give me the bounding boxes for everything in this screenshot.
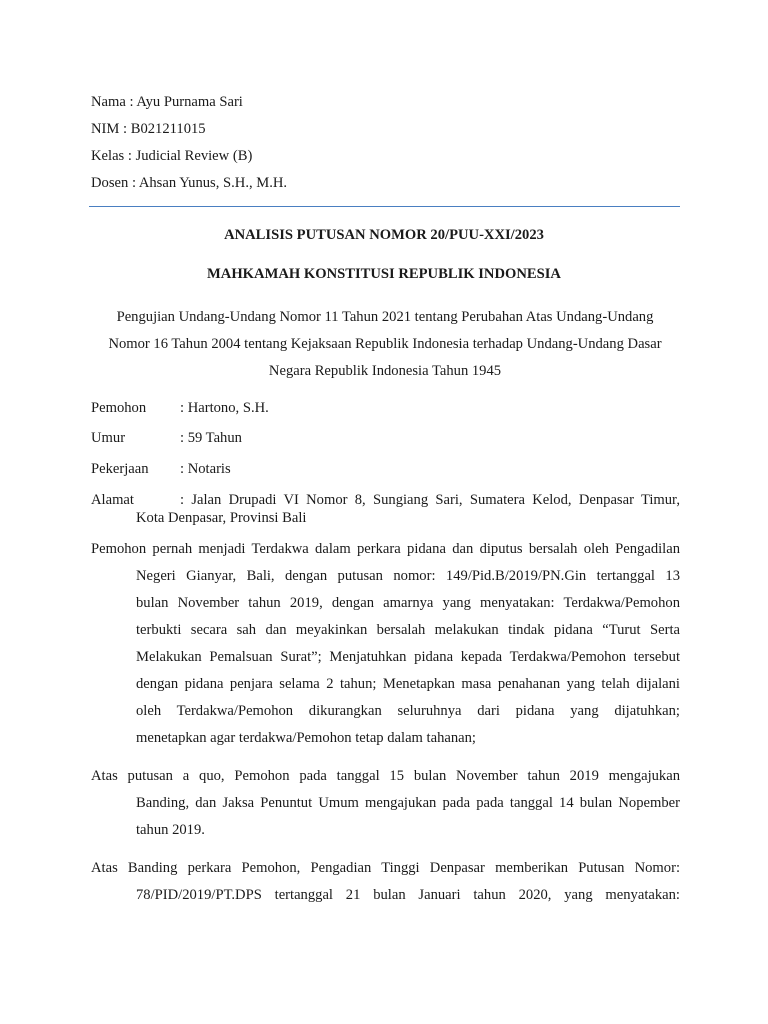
case-subject-line: Nomor 16 Tahun 2004 tentang Kejaksaan Republik Indonesia terhadap Undang-Undang Dasar bbox=[108, 336, 662, 352]
lecturer-line: Dosen : Ahsan Yunus, S.H., M.H. bbox=[91, 175, 288, 191]
paragraph-line: 78/PID/2019/PT.DPS tertanggal 21 bulan Januari tahun 2020, yang menyatakan: bbox=[136, 887, 680, 903]
student-class-line: Kelas : Judicial Review (B) bbox=[91, 148, 253, 164]
paragraph-3 bbox=[91, 857, 680, 911]
party-value: : Notaris bbox=[180, 461, 231, 477]
court-title: MAHKAMAH KONSTITUSI REPUBLIK INDONESIA bbox=[207, 266, 561, 282]
paragraph-line: Banding, dan Jaksa Penuntut Umum mengajukan pada pada tanggal 14 bulan Nopember bbox=[136, 795, 680, 811]
student-info bbox=[91, 91, 691, 199]
document-title: ANALISIS PUTUSAN NOMOR 20/PUU-XXI/2023 bbox=[224, 227, 544, 243]
paragraph-line: Negeri Gianyar, Bali, dengan putusan nomor: 149/Pid.B/2019/PN.Gin tertanggal 13 bbox=[136, 568, 680, 584]
case-subject-line: Negara Republik Indonesia Tahun 1945 bbox=[268, 363, 502, 379]
paragraph-line: terbukti secara sah dan meyakinkan bersalah melakukan tindak pidana “Turut Serta bbox=[136, 622, 680, 638]
party-label: Pekerjaan bbox=[91, 461, 149, 477]
party-label: Pemohon bbox=[91, 400, 147, 416]
paragraph-line: Atas Banding perkara Pemohon, Pengadian Tinggi Denpasar memberikan Putusan Nomor: bbox=[91, 860, 680, 876]
student-name-line: Nama : Ayu Purnama Sari bbox=[91, 94, 243, 110]
paragraph-line: menetapkan agar terdakwa/Pemohon tetap dalam tahanan; bbox=[136, 730, 476, 746]
paragraph-line: dengan pidana penjara selama 2 tahun; Menetapkan masa penahanan yang telah dijalani bbox=[136, 676, 680, 692]
party-label: Alamat bbox=[91, 492, 134, 508]
party-value: : Hartono, S.H. bbox=[180, 400, 269, 416]
header-divider bbox=[89, 206, 680, 207]
paragraph-line: Melakukan Pemalsuan Surat”; Menjatuhkan pidana kepada Terdakwa/Pemohon tersebut bbox=[136, 649, 680, 665]
paragraph-2 bbox=[91, 765, 680, 846]
party-value: : 59 Tahun bbox=[180, 430, 242, 446]
paragraph-line: Atas putusan a quo, Pemohon pada tanggal 15 bulan November tahun 2019 mengajukan bbox=[91, 768, 680, 784]
case-subject bbox=[90, 304, 680, 385]
paragraph-line: oleh Terdakwa/Pemohon dikurangkan seluruhnya dari pidana yang dijatuhkan; bbox=[136, 703, 680, 719]
paragraph-line: bulan November tahun 2019, dengan amarnya yang menyatakan: Terdakwa/Pemohon bbox=[136, 595, 680, 611]
paragraph-line: tahun 2019. bbox=[136, 822, 205, 838]
party-value-continued: Kota Denpasar, Provinsi Bali bbox=[136, 510, 307, 526]
student-nim-line: NIM : B021211015 bbox=[91, 121, 206, 137]
paragraph-1 bbox=[91, 538, 680, 754]
party-label: Umur bbox=[91, 430, 126, 446]
case-subject-line: Pengujian Undang-Undang Nomor 11 Tahun 2021 tentang Perubahan Atas Undang-Undang bbox=[116, 309, 654, 325]
paragraph-line: Pemohon pernah menjadi Terdakwa dalam perkara pidana dan diputus bersalah oleh Pengadilan bbox=[91, 541, 680, 557]
party-value: : Jalan Drupadi VI Nomor 8, Sungiang Sari, Sumatera Kelod, Denpasar Timur, bbox=[180, 492, 680, 508]
